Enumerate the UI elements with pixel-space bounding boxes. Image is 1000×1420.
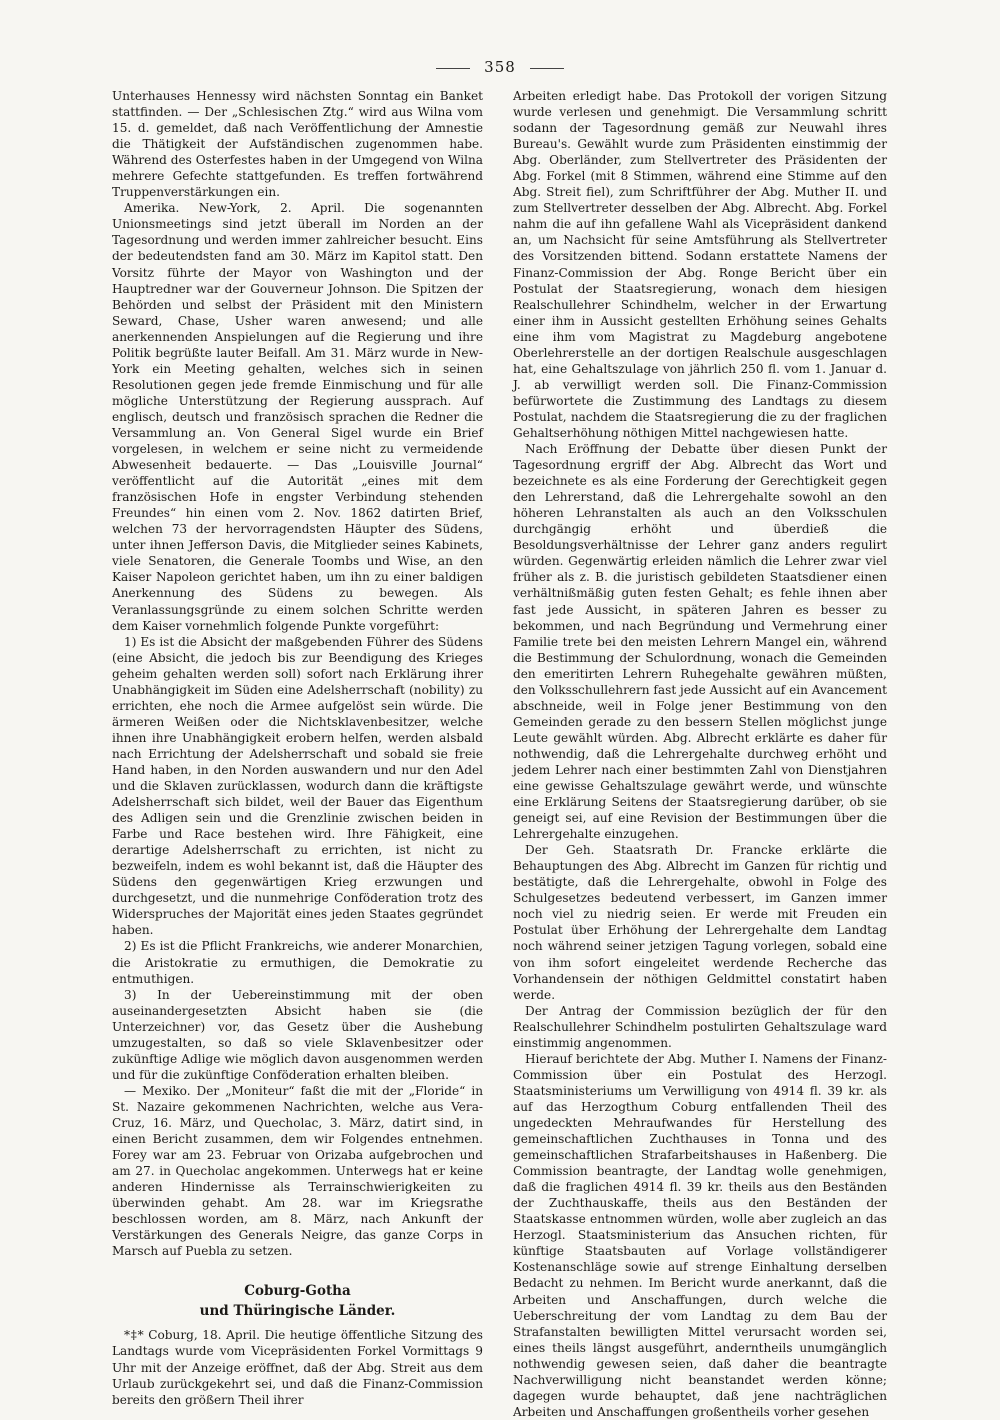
section-subtitle: und Thüringische Länder. <box>199 1303 396 1320</box>
page-number: 358 <box>484 58 516 76</box>
article-russia-end: Unterhauses Hennessy wird nächsten Sonntag ein Banket stattfinden. — Der „Schlesischen Ztg.“ wird aus Wilna vom 15. d. gemeldet, daß nach Veröffentlichung der Amnestie die Thätigkeit der Aufständischen zugenommen habe. Während des Osterfestes haben in der Umgegend von Wilna mehrere Gefechte stattgefunden. Es treffen fortwährend Truppenverstärkungen ein. <box>112 89 483 200</box>
article-coburg-francke: Der Geh. Staatsrath Dr. Francke erklärte die Behauptungen des Abg. Albrecht im Ganzen für richtig und bestätigte, daß die Lehrergehalte, obwohl in Folge des Schulgesetzes bedeutend verbessert, im Ganzen immer noch viel zu niedrig seien. Er werde mit Freuden ein Postulat über Erhöhung der Lehrergehalte dem Landtag noch während seiner jetzigen Tagung vorlegen, sobald eine von ihm sofort eingeleitet werdende Recherche das Vorhandensein der nöthigen Geldmittel constatirt haben werde. <box>513 843 887 1002</box>
section-title: Coburg-Gotha <box>244 1283 351 1300</box>
right-column <box>513 88 887 1420</box>
article-coburg-muther: Hierauf berichtete der Abg. Muther I. Namens der Finanz-Commission über ein Postulat des Herzogl. Staatsministeriums um Verwilligung von 4914 fl. 39 kr. als auf das Herzogthum Coburg entfallenden Theil des ungedeckten Mehraufwandes für Herstellung des gemeinschaftlichen Zuchthauses in Tonna und des gemeinschaftlichen Strafarbeitshauses in Haßenberg. Die Commission beantragte, der Landtag wolle genehmigen, daß die fraglichen 4914 fl. 39 kr. theils aus den Beständen der Zuchthauskaffe, theils aus den Beständen der Staatskasse entnommen würden, wolle aber zugleich an das Herzogl. Staatsministerium das Ansuchen richten, für künftige Staatsbauten auf Vorlage vollständigerer Kostenanschläge sowie auf strenge Einhaltung derselben Bedacht zu nehmen. Im Bericht wurde anerkannt, daß die Arbeiten und Anschaffungen, durch welche die Ueberschreitung der vom Landtag zu dem Bau der Strafanstalten bewilligten Mittel verursacht worden sei, eines theils längst ausgeführt, anderntheils unumgänglich nothwendig gewesen seien, daß daher die beantragte Nachverwilligung nicht beanstandet werden könne; dagegen wurde behauptet, daß jene nachträglichen Arbeiten und Anschaffungen großentheils vorher gesehen <box>513 1051 887 1419</box>
article-america-point-2: 2) Es ist die Pflicht Frankreichs, wie anderer Monarchien, die Aristokratie zu ermuthigen, die Demokratie zu entmuthigen. <box>112 939 483 986</box>
left-column <box>112 88 483 1408</box>
header-dash-right <box>530 68 564 69</box>
article-coburg-continued: Arbeiten erledigt habe. Das Protokoll der vorigen Sitzung wurde verlesen und genehmigt. Die Versammlung schritt sodann der Tagesordnung gemäß zur Neuwahl ihres Bureau's. Gewählt wurde zum Präsidenten einstimmig der Abg. Oberländer, zum Stellvertreter des Präsidenten der Abg. Forkel (mit 8 Stimmen, während eine Stimme auf den Abg. Streit fiel), zum Schriftführer der Abg. Muther II. und zum Stellvertreter desselben der Abg. Albrecht. Abg. Forkel nahm die auf ihn gefallene Wahl als Vicepräsident dankend an, um Nachsicht für seine Amtsführung als Stellvertreter des Vorsitzenden bittend. Sodann erstattete Namens der Finanz-Commission der Abg. Ronge Bericht über ein Postulat der Staatsregierung, wonach dem hiesigen Realschullehrer Schindhelm, welcher in der Erwartung einer ihm in Aussicht gestellten Erhöhung seines Gehalts eine ihm vom Magistrat zu Magdeburg angebotene Oberlehrerstelle an der dortigen Realschule ausgeschlagen hat, eine Gehaltszulage von jährlich 250 fl. vom 1. Januar d. J. ab verwilligt werden soll. Die Finanz-Commission befürwortete die Zustimmung des Landtags zu diesem Postulat, nachdem die Staatsregierung die zu der fraglichen Gehaltserhöhung nöthigen Mittel nachgewiesen hatte. <box>513 89 887 440</box>
article-coburg-debate: Nach Eröffnung der Debatte über diesen Punkt der Tagesordnung ergriff der Abg. Albrecht das Wort und bezeichnete es als eine Forderung der Gerechtigkeit gegen den Lehrerstand, daß die Lehrergehalte sowohl an den höheren Lehranstalten als auch an den Volksschulen durchgängig erhöht und überdieß die Besoldungsverhältnisse der Lehrer ganz anders regulirt würden. Gegenwärtig erleiden nämlich die Lehrer zwar viel früher als z. B. die juristisch gebildeten Staatsdiener einen verhältnißmäßig guten festen Gehalt; es fehle ihnen aber fast jede Aussicht, in späteren Jahren es besser zu bekommen, und nach Begründung und Vermehrung einer Familie trete bei den meisten Lehrern Mangel ein, während die Bestimmung der Schulordnung, wonach die Gemeinden den emeritirten Lehrern Ruhegehalte gewähren müßten, den Volksschullehrern fast jede Aussicht auf ein Avancement abschneide, weil in Folge jener Bestimmung von den Gemeinden gerade zu den bessern Stellen möglichst junge Leute gewählt würden. Abg. Albrecht erklärte es daher für nothwendig, daß die Lehrergehalte durchweg erhöht und jedem Lehrer nach einer bestimmten Zahl von Dienstjahren eine gewisse Gehaltszulage gewährt werde, und wünschte eine Erklärung Seitens der Staatsregierung darüber, ob sie geneigt sei, auf eine Revision der Bestimmungen über die Lehrergehalte einzugehen. <box>513 442 888 842</box>
article-coburg-vote: Der Antrag der Commission bezüglich der für den Realschullehrer Schindhelm postulirten Gehaltszulage ward einstimmig angenommen. <box>513 1003 887 1050</box>
article-america: Amerika. New-York, 2. April. Die sogenannten Unionsmeetings sind jetzt überall im Norden an der Tagesordnung und werden immer zahlreicher besucht. Eins der bedeutendsten fand am 30. März im Kapitol statt. Den Vorsitz führte der Mayor von Washington und der Hauptredner war der Gouverneur Johnson. Die Spitzen der Behörden und selbst der Präsident mit den Ministern Seward, Chase, Usher waren anwesend; und alle anerkennenden Anspielungen auf die Regierung und ihre Politik begrüßte lauter Beifall. Am 31. März wurde in New-York ein Meeting gehalten, welches sich in seinen Resolutionen gegen jede fremde Einmischung und für alle mögliche Unterstützung der Regierung aussprach. Auf englisch, deutsch und französisch sprachen die Redner die Versammlung an. Von General Sigel wurde ein Brief vorgelesen, in welchem er seine nicht zu vermeidende Abwesenheit bedauerte. — Das „Louisville Journal“ veröffentlicht auf die Autorität „eines mit dem französischen Hofe in engster Verbindung stehenden Freundes“ hin einen vom 2. Nov. 1862 datirten Brief, welchen 73 der hervorragendsten Häupter des Südens, unter ihnen Jefferson Davis, die Mitglieder seines Kabinets, viele Senatoren, die Generale Toombs und Wise, an den Kaiser Napoleon gerichtet haben, um ihn zu einer baldigen Anerkennung des Südens zu bewegen. Als Veranlassungsgründe zu einem solchen Schritte werden dem Kaiser vornehmlich folgende Punkte vorgeführt: <box>112 201 483 633</box>
page-header <box>0 58 1000 76</box>
article-america-point-1: 1) Es ist die Absicht der maßgebenden Führer des Südens (eine Absicht, die jedoch bis zur Beendigung des Krieges geheim gehalten werden soll) sofort nach Erklärung ihrer Unabhängigkeit im Süden eine Adelsherrschaft (nobility) zu errichten, ehe noch die Armee aufgelöst sein würde. Die ärmeren Weißen oder die Nichtsklavenbesitzer, welche ihnen ihre Unabhängigkeit erobern helfen, werden alsbald nach Errichtung der Adelsherrschaft und sobald sie freie Hand haben, in den Norden auswandern und nur den Adel und die Sklaven zurücklassen, wodurch dann die kräftigste Adelsherrschaft sich bildet, weil der Bauer das Eigenthum des Adligen sein und die Grenzlinie zwischen beiden in Farbe und Race bestehen wird. Ihre Fähigkeit, eine derartige Adelsherrschaft zu errichten, ist nicht zu bezweifeln, indem es wohl bekannt ist, daß die Häupter des Südens den gegenwärtigen Krieg erzwungen und durchgesetzt, und die nunmehrige Conföderation trotz des Widerspruches der Majorität eines jeden Staates gegründet haben. <box>112 634 483 938</box>
article-america-point-3: 3) In der Uebereinstimmung mit der oben auseinandergesetzten Absicht haben sie (die Unterzeichner) vor, das Gesetz über die Aushebung umzugestalten, so daß so viele Sklavenbesitzer oder zukünftige Adlige wie möglich davon ausgenommen werden und für die zukünftige Conföderation erhalten bleiben. <box>112 987 483 1082</box>
article-coburg-start: *‡* Coburg, 18. April. Die heutige öffentliche Sitzung des Landtags wurde vom Vicepräsidenten Forkel Vormittags 9 Uhr mit der Anzeige eröffnet, daß der Abg. Streit aus dem Urlaub zurückgekehrt sei, und daß die Finanz-Commission bereits den größern Theil ihrer <box>112 1328 483 1407</box>
article-mexico: — Mexiko. Der „Moniteur“ faßt die mit der „Floride“ in St. Nazaire gekommenen Nachrichten, welche aus Vera-Cruz, 16. März, und Quecholac, 3. März, datirt sind, in einen Bericht zusammen, dem wir Folgendes entnehmen. Forey war am 23. Februar von Orizaba aufgebrochen und am 27. in Quecholac angekommen. Unterwegs hat er keine anderen Hindernisse als Terrainschwierigkeiten zu überwinden gehabt. Am 28. war im Kriegsrathe beschlossen worden, am 8. März, nach Ankunft der Verstärkungen des Generals Neigre, das ganze Corps in Marsch auf Puebla zu setzen. <box>112 1083 483 1259</box>
header-dash-left <box>436 68 470 69</box>
